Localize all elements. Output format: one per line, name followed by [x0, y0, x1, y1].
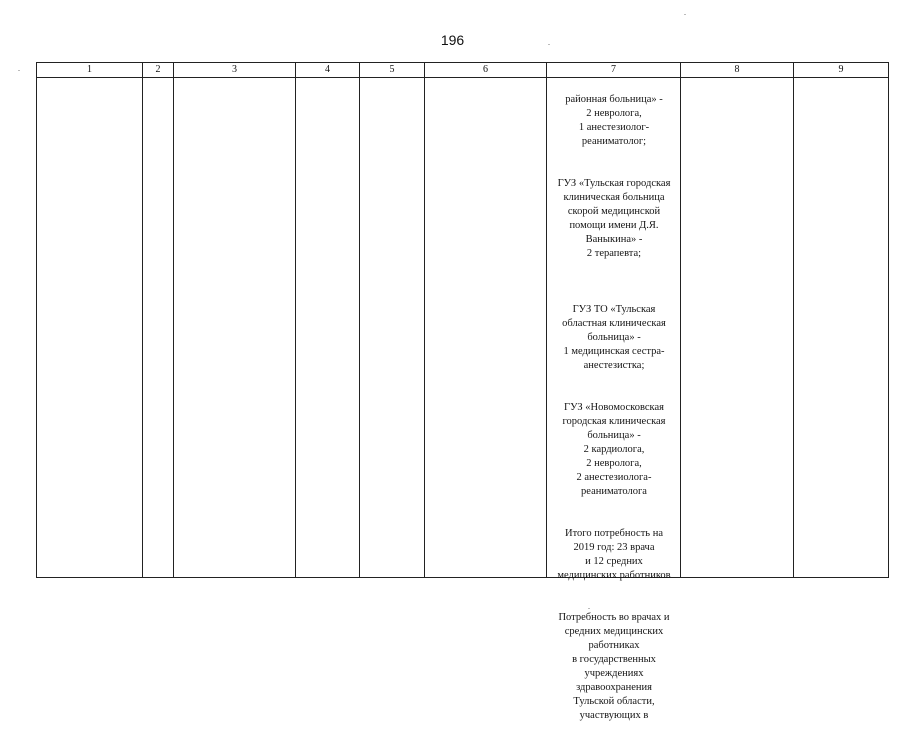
- column-7-cell: [549, 79, 679, 737]
- column-header-5: 5: [389, 64, 395, 75]
- column-header-7: 7: [611, 64, 616, 75]
- scan-speck: [684, 14, 686, 15]
- cell-paragraph: Потребность во врачах и средних медицинских работниках в государственных учреждениях здравоохранения Тульской области, участвующих в: [558, 612, 670, 721]
- col-border: [424, 62, 425, 578]
- cell-paragraph: ГУЗ «Новомосковская городская клиническая больница» - 2 кардиолога, 2 невролога, 2 анестезиолога- реаниматолога: [562, 402, 666, 497]
- scan-speck: [548, 44, 550, 45]
- col-border: [680, 62, 681, 578]
- column-header-4: 4: [325, 64, 330, 75]
- col-border: [546, 62, 547, 578]
- header-bottom-border: [36, 77, 889, 78]
- cell-paragraph: районная больница» - 2 невролога, 1 анестезиолог- реаниматолог;: [565, 94, 663, 147]
- col-border: [793, 62, 794, 578]
- table-bottom-border: [36, 577, 889, 578]
- page-number: 196: [440, 32, 465, 48]
- cell-paragraph: ГУЗ ТО «Тульская областная клиническая больница» - 1 медицинская сестра- анестезистка;: [562, 304, 666, 371]
- cell-paragraph: ГУЗ «Тульская городская клиническая больница скорой медицинской помощи имени Д.Я. Ваныкина» - 2 терапевта;: [557, 178, 671, 259]
- column-header-1: 1: [87, 64, 92, 75]
- col-border: [142, 62, 143, 578]
- scan-speck: [18, 70, 20, 71]
- column-header-3: 3: [232, 64, 237, 75]
- column-header-9: 9: [838, 64, 844, 75]
- col-border: [295, 62, 296, 578]
- column-header-8: 8: [734, 64, 740, 75]
- col-border: [359, 62, 360, 578]
- column-header-6: 6: [483, 64, 488, 75]
- scan-speck: [588, 608, 590, 609]
- column-header-2: 2: [155, 64, 161, 75]
- col-border: [173, 62, 174, 578]
- col-border: [888, 62, 889, 578]
- col-border: [36, 62, 37, 578]
- cell-paragraph: Итого потребность на 2019 год: 23 врача и 12 средних медицинских работников: [557, 528, 671, 581]
